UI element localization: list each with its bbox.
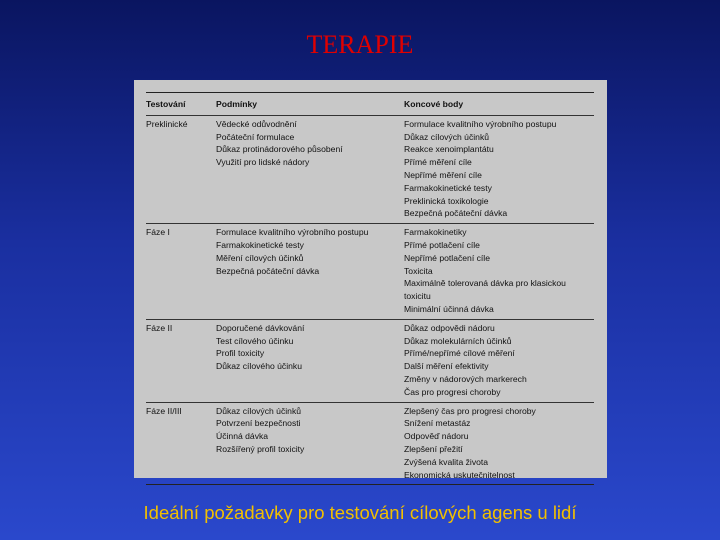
endpoint-item: Zlepšený čas pro progresi choroby <box>404 405 536 416</box>
phase-cell <box>146 118 216 220</box>
condition-item: Měření cílových účinků <box>216 252 304 263</box>
condition-item: Vědecké odůvodnění <box>216 118 297 129</box>
phase-label: Preklinické <box>146 118 188 129</box>
endpoint-item: Minimální účinná dávka <box>404 303 494 314</box>
endpoint-item: Toxicita <box>404 265 433 276</box>
endpoint-item: Ekonomická uskutečnitelnost <box>404 469 515 480</box>
endpoint-item: Důkaz cílových účinků <box>404 131 490 142</box>
condition-item: Potvrzení bezpečnosti <box>216 418 301 429</box>
conditions-cell <box>216 118 404 220</box>
header-testing: Testování <box>146 99 186 109</box>
condition-item: Využití pro lidské nádory <box>216 157 310 168</box>
condition-item: Formulace kvalitního výrobního postupu <box>216 227 369 238</box>
endpoint-item: Snížení metastáz <box>404 418 471 429</box>
endpoint-item: Zvýšená kvalita života <box>404 456 489 467</box>
endpoints-cell <box>404 405 594 482</box>
table-body <box>146 116 594 485</box>
endpoint-item: Reakce xenoimplantátu <box>404 144 494 155</box>
condition-item: Důkaz cílového účinku <box>216 361 302 372</box>
phase-cell <box>146 322 216 399</box>
header-endpoints: Koncové body <box>404 99 464 109</box>
slide-title: TERAPIE <box>306 30 414 59</box>
therapy-table <box>146 92 594 485</box>
table-bottom-rule <box>146 484 594 485</box>
table-row <box>146 224 594 319</box>
endpoint-item: Maximálně tolerovaná dávka pro klasickou <box>404 278 566 289</box>
table-row <box>146 116 594 223</box>
condition-item: Důkaz protinádorového působení <box>216 144 343 155</box>
endpoint-item: Důkaz molekulárních účinků <box>404 335 512 346</box>
endpoints-cell <box>404 322 594 399</box>
conditions-cell <box>216 405 404 482</box>
condition-item: Účinná dávka <box>216 431 269 442</box>
endpoint-item: Nepřímé potlačení cíle <box>404 252 490 263</box>
phase-label: Fáze II <box>146 322 173 333</box>
endpoint-item: Farmakokinetické testy <box>404 182 492 193</box>
header-conditions: Podmínky <box>216 99 258 109</box>
condition-item: Test cílového účinku <box>216 335 294 346</box>
endpoint-item: Přímé/nepřímé cílové měření <box>404 348 515 359</box>
endpoint-item: Další měření efektivity <box>404 361 489 372</box>
endpoint-item: Přímé měření cíle <box>404 157 472 168</box>
condition-item: Doporučené dávkování <box>216 322 305 333</box>
condition-item: Farmakokinetické testy <box>216 239 304 250</box>
endpoint-item: Nepřímé měření cíle <box>404 169 482 180</box>
endpoint-item: Důkaz odpovědi nádoru <box>404 322 495 333</box>
endpoints-cell <box>404 226 594 316</box>
endpoint-item: Preklinická toxikologie <box>404 195 489 206</box>
phase-cell <box>146 405 216 482</box>
conditions-cell <box>216 226 404 316</box>
condition-item: Důkaz cílových účinků <box>216 405 302 416</box>
endpoint-item: Přímé potlačení cíle <box>404 239 480 250</box>
table-row <box>146 320 594 402</box>
phase-label: Fáze I <box>146 227 170 238</box>
conditions-cell <box>216 322 404 399</box>
endpoints-cell <box>404 118 594 220</box>
phase-cell <box>146 226 216 316</box>
phase-label: Fáze II/III <box>146 405 182 416</box>
endpoint-item: Bezpečná počáteční dávka <box>404 208 508 219</box>
condition-item: Bezpečná počáteční dávka <box>216 265 320 276</box>
endpoint-item: Změny v nádorových markerech <box>404 373 527 384</box>
slide-caption: Ideální požadavky pro testování cílových agens u lidí <box>143 502 577 523</box>
endpoint-item: toxicitu <box>404 291 431 302</box>
endpoint-item: Čas pro progresi choroby <box>404 386 501 397</box>
condition-item: Počáteční formulace <box>216 131 295 142</box>
table-row <box>146 403 594 485</box>
endpoint-item: Odpověď nádoru <box>404 431 469 442</box>
table-image-panel <box>134 80 607 478</box>
endpoint-item: Farmakokinetiky <box>404 227 467 238</box>
condition-item: Rozšířený profil toxicity <box>216 443 305 454</box>
condition-item: Profil toxicity <box>216 348 265 359</box>
endpoint-item: Zlepšení přežití <box>404 443 463 454</box>
endpoint-item: Formulace kvalitního výrobního postupu <box>404 118 557 129</box>
table-header-row <box>146 93 594 115</box>
